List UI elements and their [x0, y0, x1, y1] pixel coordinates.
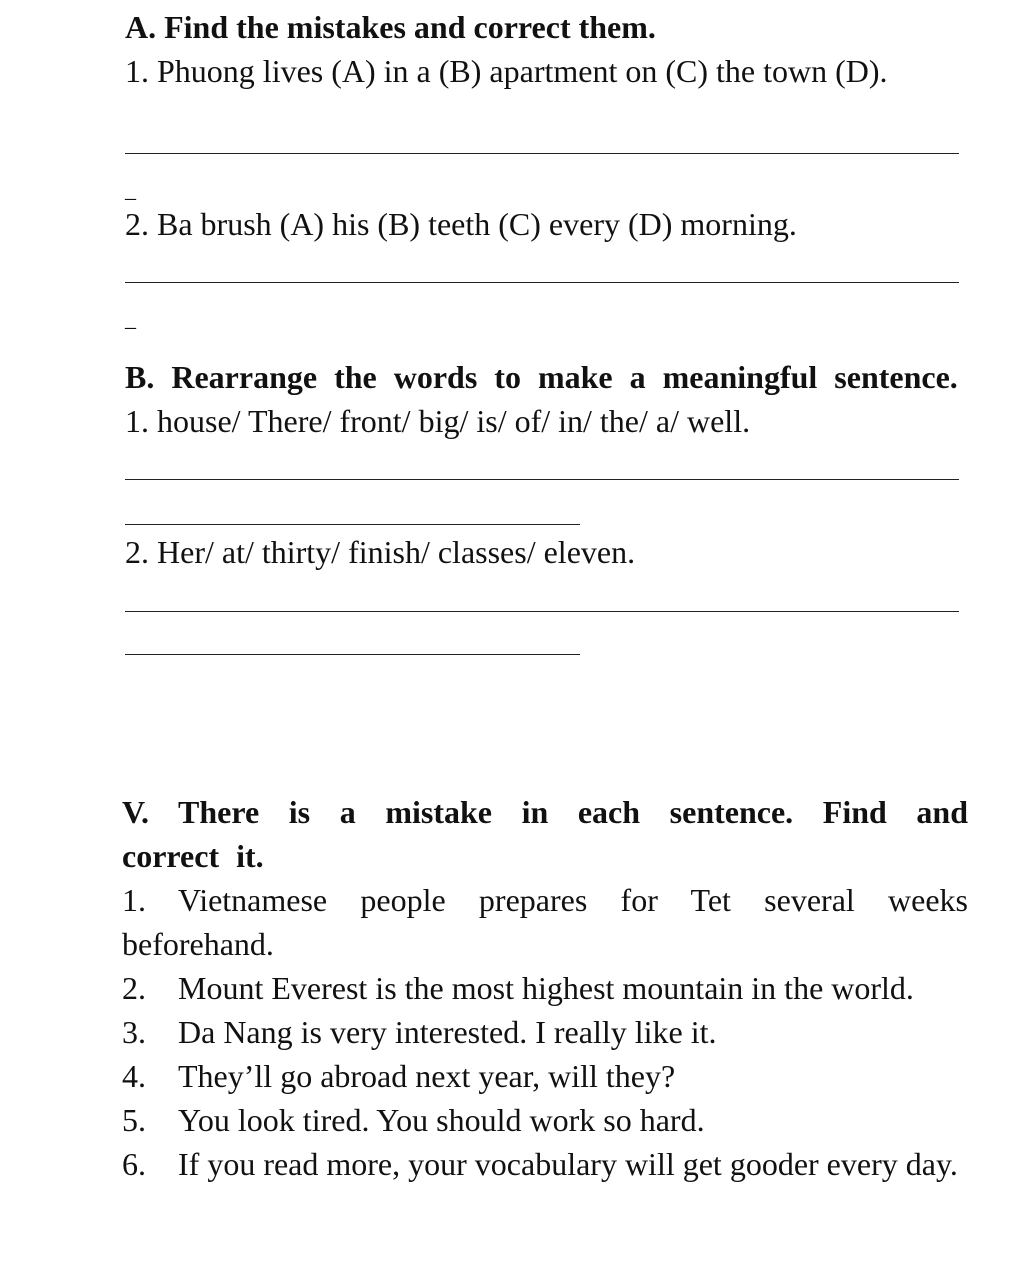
section-a: [125, 5, 967, 331]
list-item: [122, 1098, 968, 1142]
answer-line: [125, 153, 959, 154]
list-item-text: If you read more, your vocabulary will get gooder every day.: [178, 1146, 958, 1182]
answer-line-tail: _: [125, 177, 136, 202]
answer-line: [125, 524, 580, 525]
section-v: [122, 790, 968, 1186]
section-a-question-1: 1. Phuong lives (A) in a (B) apartment on (C) the town (D).: [125, 53, 888, 89]
list-item: [122, 1010, 968, 1054]
list-item: [122, 966, 968, 1010]
section-b-question-2: 2. Her/ at/ thirty/ finish/ classes/ eleven.: [125, 534, 636, 570]
list-item-text: Mount Everest is the most highest mountain in the world.: [178, 970, 914, 1006]
section-a-question-2: 2. Ba brush (A) his (B) teeth (C) every (D) morning.: [125, 206, 797, 242]
list-item: [122, 1054, 968, 1098]
list-item-number: 2.: [122, 970, 146, 1006]
list-item-number: 6.: [122, 1146, 146, 1182]
section-v-heading: V. There is a mistake in each sentence. Find and correct it.: [122, 794, 968, 874]
list-item-text: Da Nang is very interested. I really like it.: [178, 1014, 717, 1050]
section-v-list: [122, 878, 968, 1186]
list-item: [122, 878, 968, 966]
answer-line-tail: _: [125, 306, 136, 331]
list-item-number: 4.: [122, 1058, 146, 1094]
section-b-question-1: 1. house/ There/ front/ big/ is/ of/ in/ the/ a/ well.: [125, 403, 751, 439]
list-item-number: 5.: [122, 1102, 146, 1138]
list-item-text: They’ll go abroad next year, will they?: [178, 1058, 676, 1094]
section-b: [125, 355, 967, 655]
list-item-number: 1.: [122, 882, 146, 918]
section-b-heading: B. Rearrange the words to make a meaningful sentence.: [125, 359, 958, 395]
answer-line: [125, 282, 959, 283]
list-item-text: Vietnamese people prepares for Tet several weeks beforehand.: [122, 882, 968, 962]
list-item-number: 3.: [122, 1014, 146, 1050]
answer-line: [125, 654, 580, 655]
list-item-text: You look tired. You should work so hard.: [178, 1102, 705, 1138]
list-item: [122, 1142, 968, 1186]
section-a-heading: A. Find the mistakes and correct them.: [125, 9, 656, 45]
